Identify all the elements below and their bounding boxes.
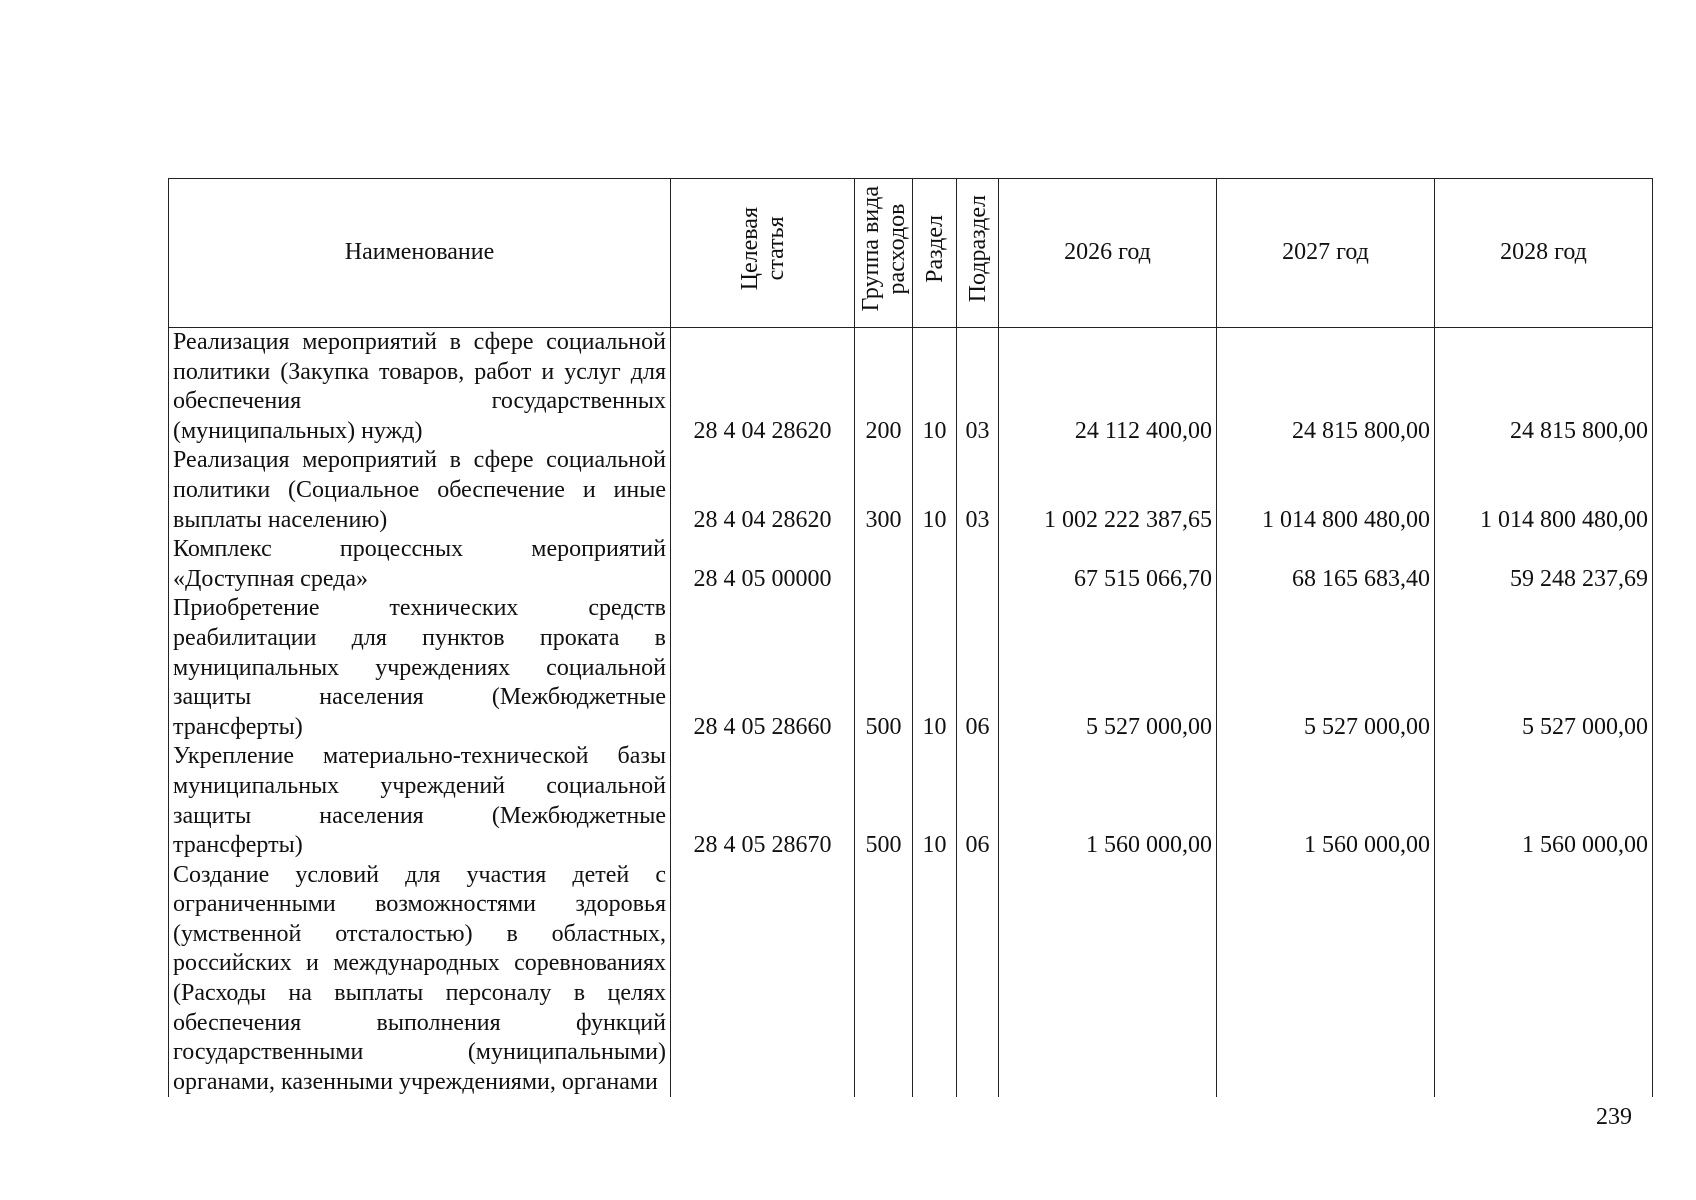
- row-amount-2026: 67 515 066,70: [999, 535, 1217, 594]
- row-expense-group: 300: [855, 446, 913, 535]
- header-row: [169, 179, 1653, 328]
- page-number: 239: [1596, 1104, 1632, 1130]
- budget-table-wrapper: [168, 178, 1653, 1097]
- row-target-article: 28 4 04 28620: [671, 328, 855, 447]
- row-amount-2026: 1 002 222 387,65: [999, 446, 1217, 535]
- row-amount-2026: 5 527 000,00: [999, 594, 1217, 742]
- row-amount-2027: 68 165 683,40: [1217, 535, 1435, 594]
- header-target-article-text: Целевая статья: [736, 207, 789, 291]
- table-row: [169, 446, 1653, 535]
- header-expense-group-text: Группа вида расходов: [857, 185, 910, 312]
- row-subsection: 06: [957, 742, 999, 860]
- row-amount-2027: 1 014 800 480,00: [1217, 446, 1435, 535]
- header-expense-group: [855, 179, 913, 328]
- row-section: 10: [913, 594, 957, 742]
- header-target-article: [671, 179, 855, 328]
- row-amount-2028: 1 014 800 480,00: [1435, 446, 1653, 535]
- row-name: Приобретение технических средств реабилитации для пунктов проката в муниципальных учреждениях социальной защиты населения (Межбюджетные трансферты): [169, 594, 671, 742]
- row-target-article: [671, 861, 855, 1098]
- row-amount-2028: 24 815 800,00: [1435, 328, 1653, 447]
- header-subsection: [957, 179, 999, 328]
- table-row: [169, 535, 1653, 594]
- row-subsection: 03: [957, 328, 999, 447]
- table-header: [169, 179, 1653, 328]
- budget-table: [168, 178, 1653, 1097]
- header-year-2027: 2027 год: [1217, 179, 1435, 328]
- row-expense-group: [855, 535, 913, 594]
- row-name: Реализация мероприятий в сфере социальной политики (Социальное обеспечение и иные выплаты населению): [169, 446, 671, 535]
- table-row: [169, 861, 1653, 1098]
- row-amount-2028: 1 560 000,00: [1435, 742, 1653, 860]
- row-amount-2027: 5 527 000,00: [1217, 594, 1435, 742]
- row-amount-2028: 5 527 000,00: [1435, 594, 1653, 742]
- row-name: Укрепление материально-технической базы муниципальных учреждений социальной защиты населения (Межбюджетные трансферты): [169, 742, 671, 860]
- row-expense-group: 500: [855, 742, 913, 860]
- row-target-article: 28 4 05 28670: [671, 742, 855, 860]
- row-section: [913, 861, 957, 1098]
- row-amount-2028: [1435, 861, 1653, 1098]
- header-section: [913, 179, 957, 328]
- row-amount-2026: 1 560 000,00: [999, 742, 1217, 860]
- row-amount-2027: 1 560 000,00: [1217, 742, 1435, 860]
- header-name: Наименование: [169, 179, 671, 328]
- row-subsection: 03: [957, 446, 999, 535]
- row-subsection: [957, 861, 999, 1098]
- table-row: [169, 742, 1653, 860]
- row-amount-2027: [1217, 861, 1435, 1098]
- row-subsection: 06: [957, 594, 999, 742]
- header-subsection-text: Подраздел: [964, 195, 991, 303]
- row-amount-2026: [999, 861, 1217, 1098]
- row-section: [913, 535, 957, 594]
- row-subsection: [957, 535, 999, 594]
- table-body: [169, 328, 1653, 1098]
- row-section: 10: [913, 742, 957, 860]
- header-section-text: Раздел: [921, 214, 948, 283]
- header-year-2028: 2028 год: [1435, 179, 1653, 328]
- row-section: 10: [913, 328, 957, 447]
- table-row: [169, 594, 1653, 742]
- row-amount-2026: 24 112 400,00: [999, 328, 1217, 447]
- row-amount-2027: 24 815 800,00: [1217, 328, 1435, 447]
- row-target-article: 28 4 05 00000: [671, 535, 855, 594]
- table-row: [169, 328, 1653, 447]
- row-expense-group: 500: [855, 594, 913, 742]
- row-name: Комплекс процессных мероприятий «Доступная среда»: [169, 535, 671, 594]
- row-name: Реализация мероприятий в сфере социальной политики (Закупка товаров, работ и услуг для обеспечения государственных (муниципальных) нужд): [169, 328, 671, 447]
- row-target-article: 28 4 05 28660: [671, 594, 855, 742]
- row-section: 10: [913, 446, 957, 535]
- row-target-article: 28 4 04 28620: [671, 446, 855, 535]
- header-year-2026: 2026 год: [999, 179, 1217, 328]
- row-expense-group: [855, 861, 913, 1098]
- row-amount-2028: 59 248 237,69: [1435, 535, 1653, 594]
- row-name: Создание условий для участия детей с ограниченными возможностями здоровья (умственной отсталостью) в областных, российских и международных соревнованиях (Расходы на выплаты персоналу в целях обеспечения выполнения функций государственными (муниципальными) органами, казенными учреждениями, органами: [169, 861, 671, 1098]
- row-expense-group: 200: [855, 328, 913, 447]
